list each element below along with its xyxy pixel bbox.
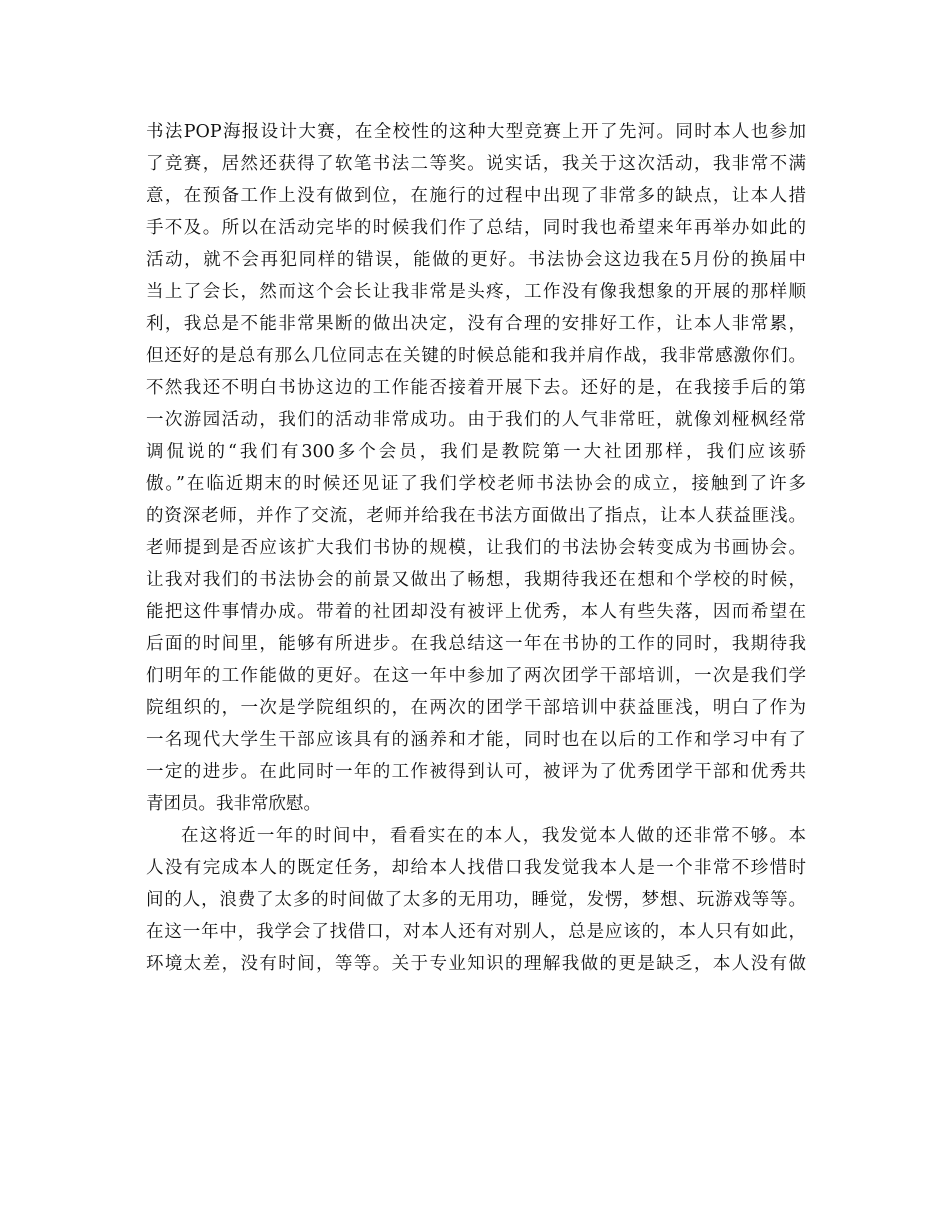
text-line: 环境太差，没有时间，等等。关于专业知识的理解我做的更是缺乏，本人没有做 bbox=[146, 954, 806, 974]
text-line: 当上了会长，然而这个会长让我非常是头疼，工作没有像我想象的开展的那样顺 bbox=[146, 282, 806, 302]
text-line: 利，我总是不能非常果断的做出决定，没有合理的安排好工作，让本人非常累， bbox=[146, 314, 806, 334]
text-line: 老师提到是否应该扩大我们书协的规模，让我们的书法协会转变成为书画协会。 bbox=[146, 538, 806, 558]
text-line: 后面的时间里，能够有所进步。在我总结这一年在书协的工作的同时，我期待我 bbox=[146, 634, 806, 654]
text-line: 意，在预备工作上没有做到位，在施行的过程中出现了非常多的缺点，让本人措 bbox=[146, 186, 806, 206]
text-line: 在这将近一年的时间中，看看实在的本人，我发觉本人做的还非常不够。本 bbox=[181, 826, 806, 846]
body-text bbox=[146, 116, 806, 980]
text-line: 书法POP海报设计大赛，在全校性的这种大型竞赛上开了先河。同时本人也参加 bbox=[146, 122, 806, 142]
text-line: 青团员。我非常欣慰。 bbox=[146, 794, 321, 814]
text-line: 一次游园活动，我们的活动非常成功。由于我们的人气非常旺，就像刘桠枫经常 bbox=[146, 410, 806, 430]
text-line: 院组织的，一次是学院组织的，在两次的团学干部培训中获益匪浅，明白了作为 bbox=[146, 698, 806, 718]
text-line: 能把这件事情办成。带着的社团却没有被评上优秀，本人有些失落，因而希望在 bbox=[146, 602, 806, 622]
text-line: 傲。”在临近期末的时候还见证了我们学校老师书法协会的成立，接触到了许多 bbox=[146, 474, 806, 494]
text-line: 手不及。所以在活动完毕的时候我们作了总结，同时我也希望来年再举办如此的 bbox=[146, 218, 806, 238]
text-line: 了竞赛，居然还获得了软笔书法二等奖。说实话，我关于这次活动，我非常不满 bbox=[146, 154, 806, 174]
text-line: 的资深老师，并作了交流，老师并给我在书法方面做出了指点，让本人获益匪浅。 bbox=[146, 506, 806, 526]
text-line: 间的人，浪费了太多的时间做了太多的无用功，睡觉，发愣，梦想、玩游戏等等。 bbox=[146, 890, 806, 910]
text-line: 不然我还不明白书协这边的工作能否接着开展下去。还好的是，在我接手后的第 bbox=[146, 378, 806, 398]
text-line: 在这一年中，我学会了找借口，对本人还有对别人，总是应该的，本人只有如此， bbox=[146, 922, 806, 942]
text-line: 活动，就不会再犯同样的错误，能做的更好。书法协会这边我在5月份的换届中 bbox=[146, 250, 806, 270]
text-line: 让我对我们的书法协会的前景又做出了畅想，我期待我还在想和个学校的时候， bbox=[146, 570, 806, 590]
text-line: 们明年的工作能做的更好。在这一年中参加了两次团学干部培训，一次是我们学 bbox=[146, 666, 806, 686]
text-line: 调侃说的“我们有300多个会员，我们是教院第一大社团那样，我们应该骄 bbox=[146, 442, 806, 462]
text-line: 一名现代大学生干部应该具有的涵养和才能，同时也在以后的工作和学习中有了 bbox=[146, 730, 806, 750]
text-line: 人没有完成本人的既定任务，却给本人找借口我发觉我本人是一个非常不珍惜时 bbox=[146, 858, 806, 878]
text-line: 但还好的是总有那么几位同志在关键的时候总能和我并肩作战，我非常感激你们。 bbox=[146, 346, 806, 366]
text-line: 一定的进步。在此同时一年的工作被得到认可，被评为了优秀团学干部和优秀共 bbox=[146, 762, 806, 782]
